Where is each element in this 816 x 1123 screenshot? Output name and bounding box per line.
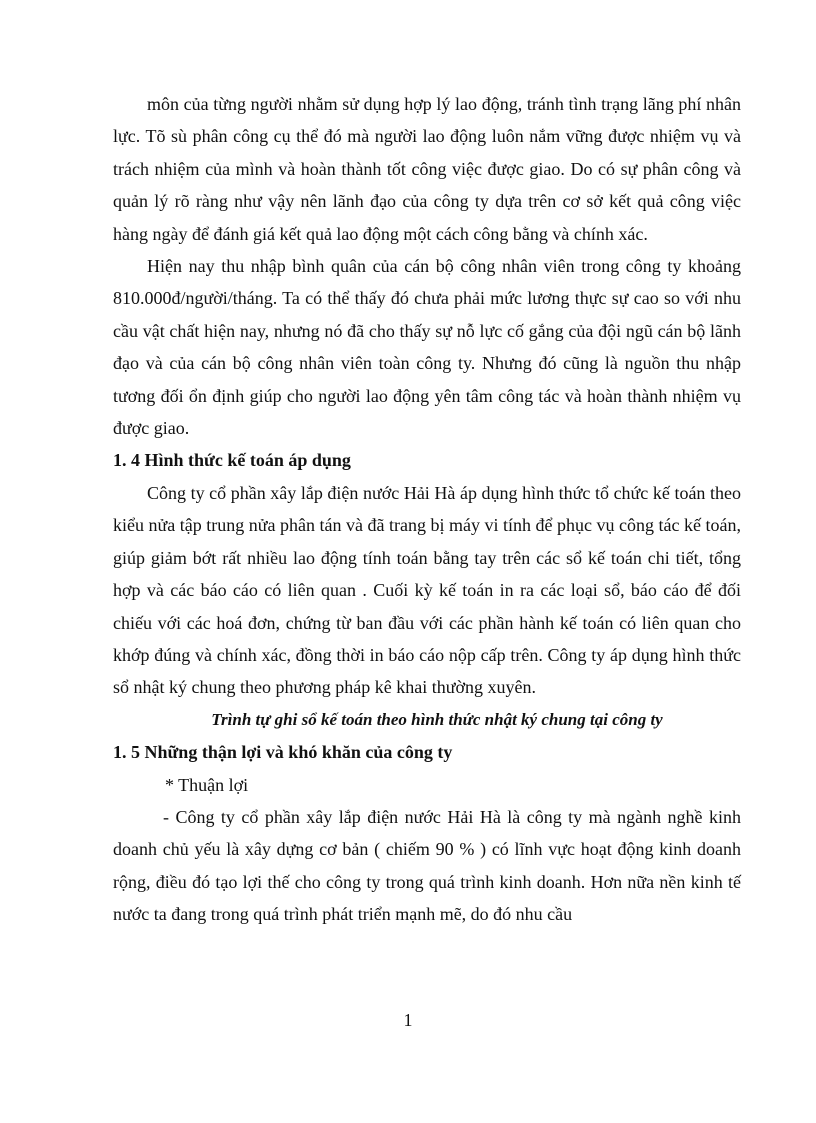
page-number: 1 — [403, 1010, 413, 1030]
heading-accounting-form: 1. 4 Hình thức kế toán áp dụng — [113, 450, 351, 471]
subheading-advantages: * Thuận lợi — [165, 774, 249, 795]
paragraph-accounting-form: Công ty cổ phần xây lắp điện nước Hải Hà áp dụng hình thức tổ chức kế toán theo kiểu nửa tập trung nửa phân tán và đã trang bị máy vi tính để phục vụ công tác kế toán, giúp giảm bớt rất nhiều lao động tính toán bằng tay trên các sổ kế toán chi tiết, tổng hợp và các báo cáo có liên quan . Cuối kỳ kế toán in ra các loại sổ, báo cáo để đối chiếu với các hoá đơn, chứng từ ban đầu với các phần hành kế toán có liên quan cho khớp đúng và chính xác, đồng thời in báo cáo nộp cấp trên. Công ty áp dụng hình thức sổ nhật ký chung theo phương pháp kê khai thường xuyên. — [113, 482, 741, 698]
paragraph-advantages: - Công ty cổ phần xây lắp điện nước Hải Hà là công ty mà ngành nghề kinh doanh chủ yếu là xây dựng cơ bản ( chiếm 90 % ) có lĩnh vực hoạt động kinh doanh rộng, điều đó tạo lợi thế cho công ty trong quá trình kinh doanh. Hơn nữa nền kinh tế nước ta đang trong quá trình phát triển mạnh mẽ, do đó nhu cầu — [113, 806, 741, 925]
paragraph-labor-division: môn của từng người nhằm sử dụng hợp lý lao động, tránh tình trạng lãng phí nhân lực. Tõ sù phân công cụ thể đó mà người lao động luôn nắm vững được nhiệm vụ và trách nhiệm của mình và hoàn thành tốt công việc được giao. Do có sự phân công và quản lý rõ ràng như vậy nên lãnh đạo của công ty dựa trên cơ sở kết quả công việc hàng ngày để đánh giá kết quả lao động một cách công bằng và chính xác. — [113, 94, 741, 244]
diagram-caption: Trình tự ghi sổ kế toán theo hình thức nhật ký chung tại công ty — [211, 709, 663, 729]
document-page — [113, 88, 741, 931]
paragraph-income: Hiện nay thu nhập bình quân của cán bộ công nhân viên trong công ty khoảng 810.000đ/người/tháng. Ta có thể thấy đó chưa phải mức lương thực sự cao so với nhu cầu vật chất hiện nay, nhưng nó đã cho thấy sự nỗ lực cố gắng của đội ngũ cán bộ lãnh đạo và của cán bộ công nhân viên toàn công ty. Nhưng đó cũng là nguồn thu nhập tương đối ổn định giúp cho người lao động yên tâm công tác và hoàn thành nhiệm vụ được giao. — [113, 256, 741, 439]
heading-advantages-difficulties: 1. 5 Những thận lợi và khó khăn của công ty — [113, 742, 453, 763]
